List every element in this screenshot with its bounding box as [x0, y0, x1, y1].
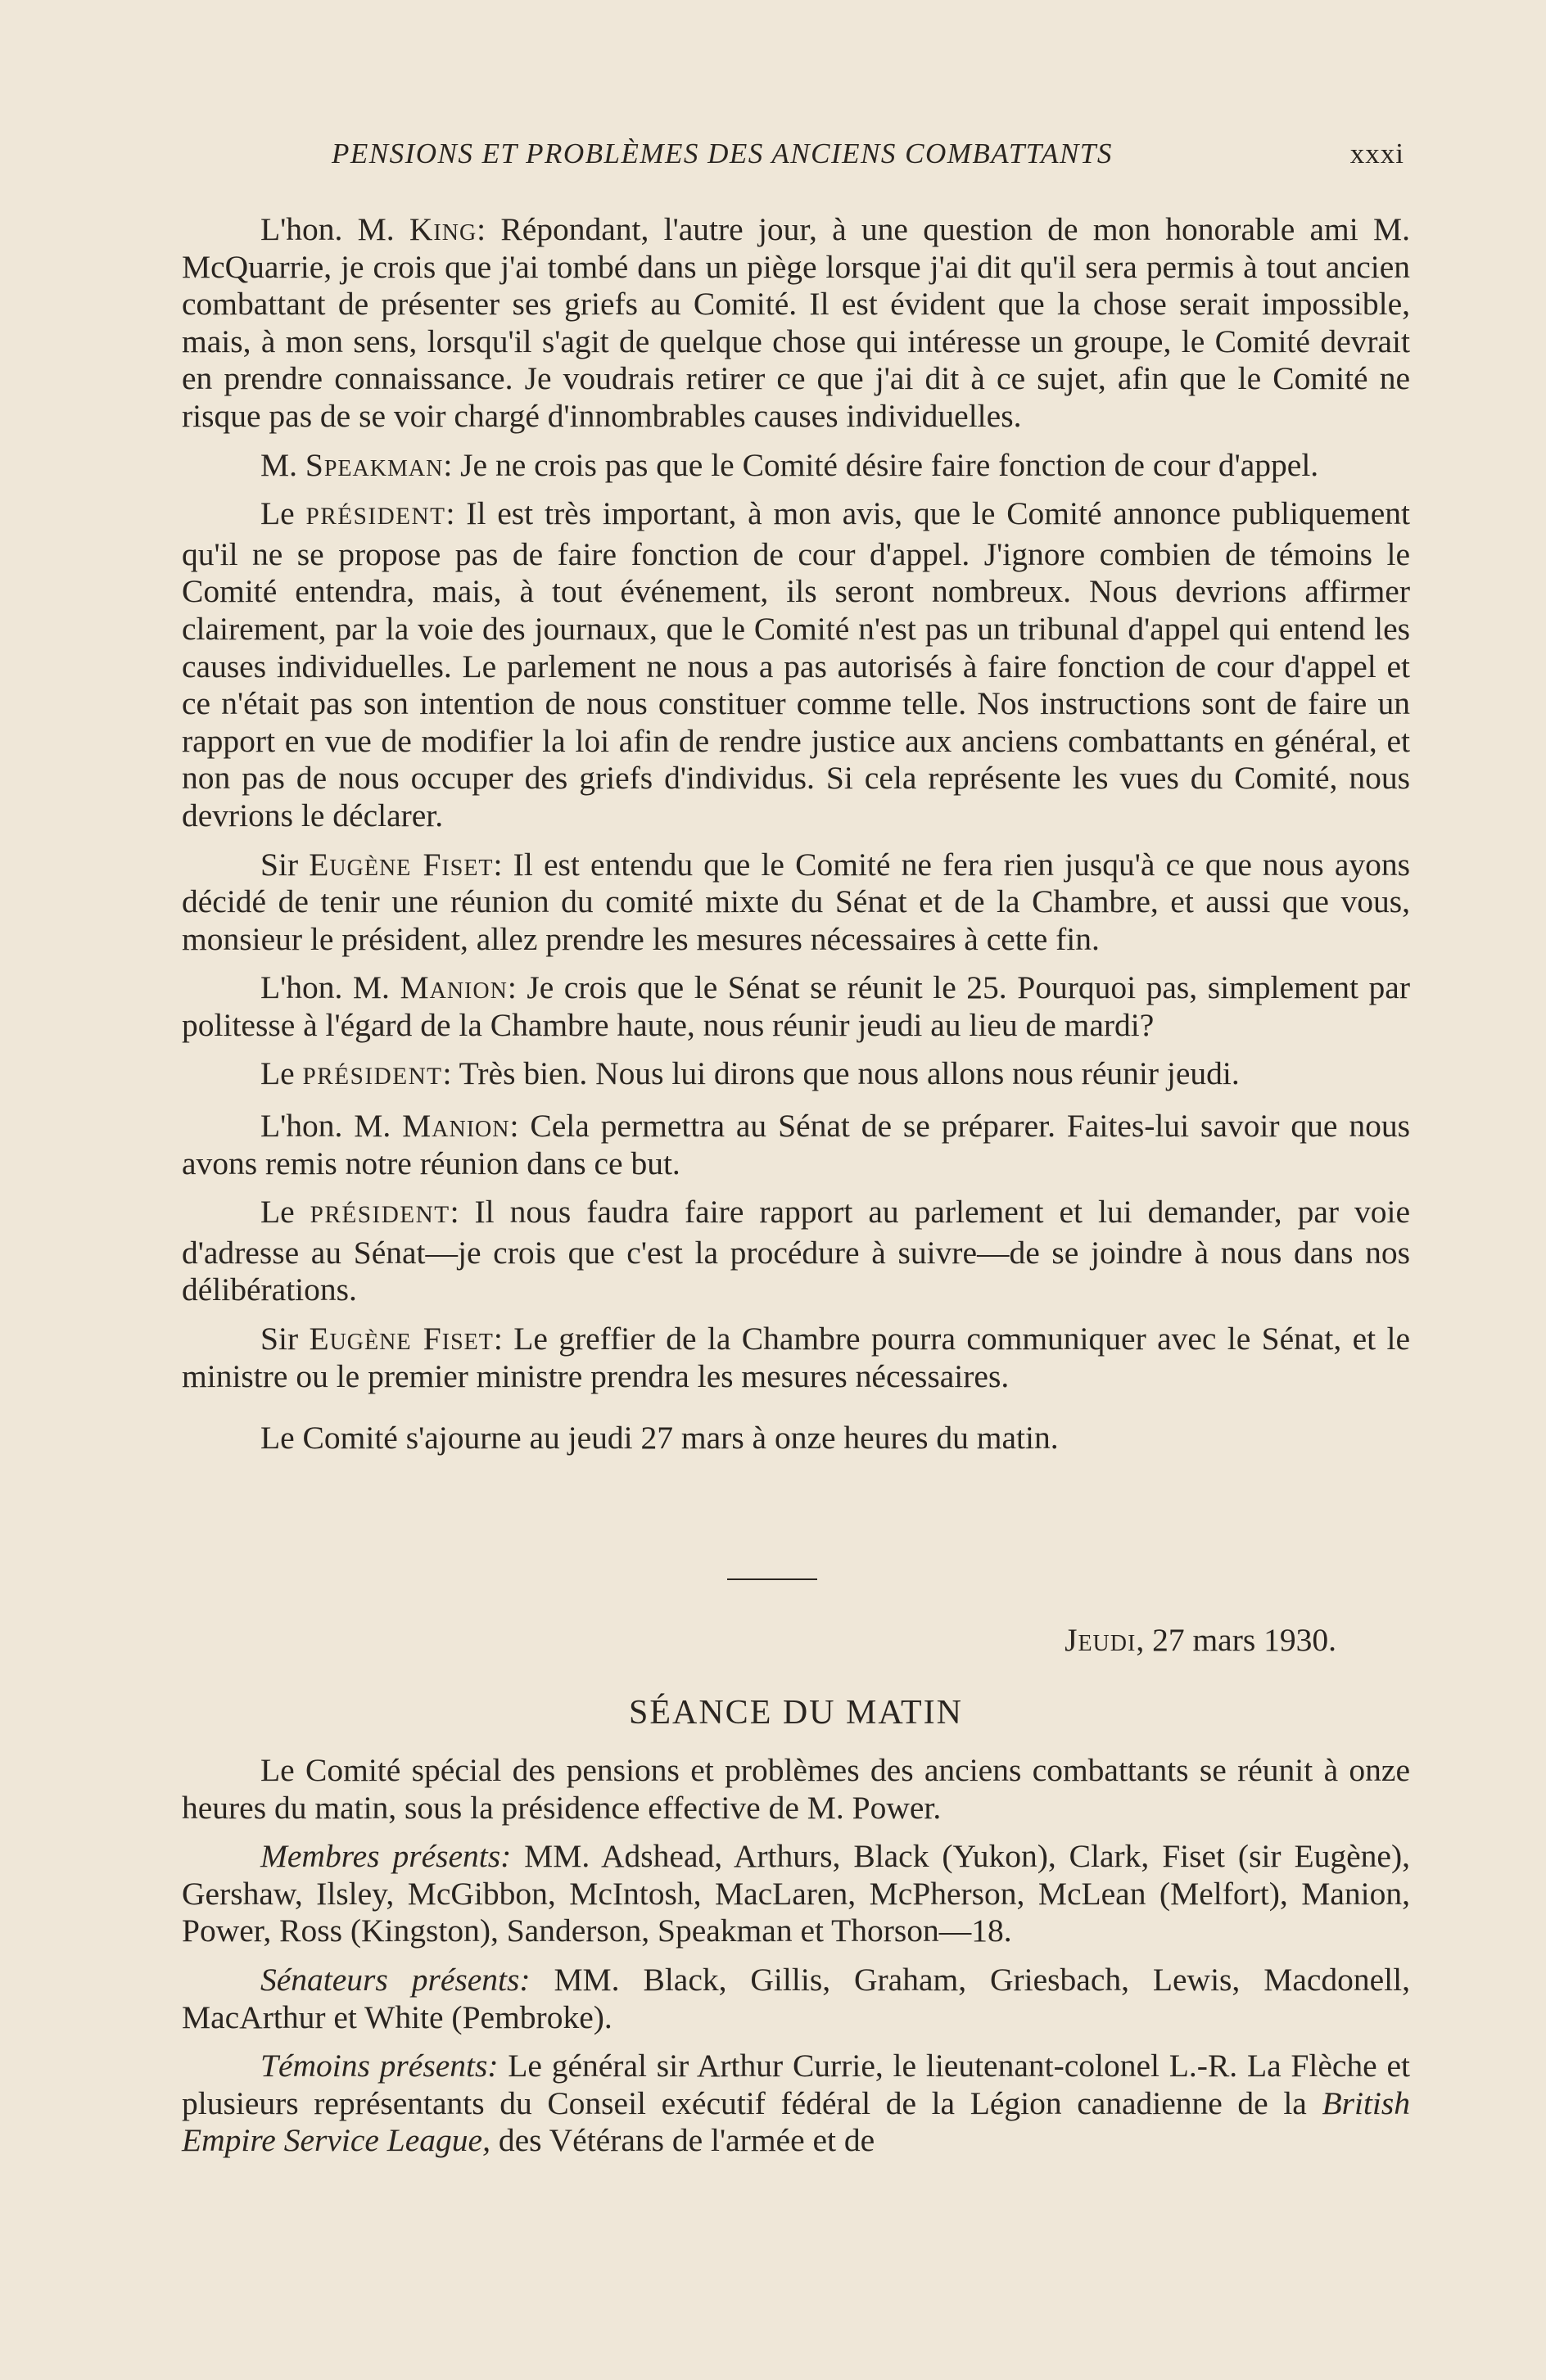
speaker-name: Eugène Fiset: [309, 846, 494, 883]
senators-list: MM. Black, Gillis, Graham, Griesbach, Lewis, Macdonell, MacArthur et White (Pembroke).: [182, 1961, 1411, 2035]
dateline-date: , 27 mars 1930.: [1136, 1622, 1336, 1658]
speaker-prefix: Le: [260, 495, 306, 532]
dateline: [901, 1621, 1336, 1659]
speaker-name: Manion: [402, 1108, 510, 1145]
speaker-prefix: Le: [260, 1194, 310, 1231]
speaker-name: King: [409, 211, 477, 247]
section-title: SÉANCE DU MATIN: [629, 1694, 963, 1732]
paragraph: [182, 969, 1410, 1044]
paragraph: [182, 847, 1410, 959]
speaker-name: Manion: [400, 969, 508, 1006]
paragraph-text: : Je crois que le Sénat se réunit le 25. Pourquoi pas, simplement par politesse à l'égard de la Chambre haute, nous réunir jeudi au lieu de mardi?: [182, 969, 1410, 1043]
speaker-name: Speakman: [305, 446, 444, 483]
speaker-name: Eugène Fiset: [309, 1321, 494, 1357]
running-header: [332, 138, 1404, 170]
speaker-prefix: L'hon. M.: [260, 1108, 403, 1145]
speaker-prefix: M.: [260, 446, 305, 483]
speaker-name: PRÉSIDENT: [310, 1202, 450, 1229]
speaker-prefix: Sir: [260, 1321, 310, 1357]
speaker-name: PRÉSIDENT: [302, 1064, 443, 1091]
paragraph-text: : Il est très important, à mon avis, que le Comité annonce publiquement qu'il ne se propose pas de faire fonction de cour d'appel. J'ignore combien de témoins le Comité entendra, mais, à tout événement, ils seront nombreux. Nous devrions affirmer clairement, par la voie des journaux, que le Comité n'est pas un tribunal d'appel qui entend les causes individuelles. Le parlement ne nous a pas autorisés à faire fonction de cour d'appel et ce n'était pas son intention de nous constituer comme telle. Nos instructions sont de faire un rapport en vue de modifier la loi afin de rendre justice aux anciens combattants en général, et non pas de nous occuper des griefs d'individus. Si cela représente les vues du Comité, nous devrions le déclarer.: [182, 495, 1410, 833]
running-title: PENSIONS ET PROBLÈMES DES ANCIENS COMBATTANTS: [332, 138, 1113, 169]
session-text: [182, 1752, 1410, 2171]
paragraph-text: : Le greffier de la Chambre pourra communiquer avec le Sénat, et le ministre ou le premier ministre prendra les mesures nécessaires.: [182, 1321, 1410, 1394]
witnesses-text-end: des Vétérans de l'armée et de: [490, 2122, 875, 2159]
members-list: MM. Adshead, Arthurs, Black (Yukon), Clark, Fiset (sir Eugène), Gershaw, Ilsley, McGibbon, McIntosh, MacLaren, McPherson, McLean (Melfort), Manion, Power, Ross (Kingston), Sanderson, Speakman et Thorson—18.: [182, 1838, 1410, 1949]
paragraph: [182, 1321, 1410, 1395]
speaker-name: PRÉSIDENT: [305, 504, 446, 531]
paragraph: [182, 1194, 1410, 1309]
dateline-day: Jeudi: [1065, 1622, 1137, 1658]
senators-present: [182, 1962, 1410, 2036]
page-number: xxxi: [1349, 138, 1404, 169]
paragraph: [182, 495, 1410, 834]
paragraph-text: : Il est entendu que le Comité ne fera rien jusqu'à ce que nous ayons décidé de tenir une réunion du comité mixte du Sénat et de la Chambre, et aussi que vous, monsieur le président, allez prendre les mesures nécessaires à cette fin.: [182, 846, 1410, 957]
paragraph: [182, 211, 1410, 436]
proceedings-text: [182, 211, 1410, 1469]
paragraph-text: : Répondant, l'autre jour, à une question de mon honorable ami M. McQuarrie, je crois que j'ai tombé dans un piège lorsque j'ai dit qu'il sera permis à tout ancien combattant de présenter ses griefs au Comité. Il est évident que la chose serait impossible, mais, à mon sens, lorsqu'il s'agit de quelque chose qui intéresse un groupe, le Comité devrait en prendre connaissance. Je voudrais retirer ce que j'ai dit à ce sujet, afin que le Comité ne risque pas de se voir chargé d'innombrables causes individuelles.: [182, 211, 1410, 434]
speaker-prefix: L'hon. M.: [260, 211, 409, 247]
section-divider: [727, 1578, 817, 1580]
witnesses-present: [182, 2048, 1410, 2160]
paragraph: [182, 1108, 1410, 1182]
session-opening: Le Comité spécial des pensions et problèmes des anciens combattants se réunit à onze heures du matin, sous la présidence effective de M. Power.: [182, 1752, 1410, 1826]
paragraph-text: : Il nous faudra faire rapport au parlement et lui demander, par voie d'adresse au Sénat—je crois que c'est la procédure à suivre—de se joindre à nous dans nos délibérations.: [182, 1194, 1410, 1308]
witnesses-italic: British Empire Service League,: [182, 2084, 1410, 2159]
witnesses-text: Le général sir Arthur Currie, le lieutenant-colonel L.-R. La Flèche et plusieurs représentants du Conseil exécutif fédéral de la Légion canadienne de la: [182, 2048, 1411, 2121]
paragraph-text: : Cela permettra au Sénat de se préparer. Faites-lui savoir que nous avons remis notre réunion dans ce but.: [182, 1108, 1410, 1181]
paragraph-text: : Très bien. Nous lui dirons que nous allons nous réunir jeudi.: [442, 1055, 1240, 1092]
witnesses-label: Témoins présents:: [260, 2048, 499, 2084]
paragraph: [182, 1055, 1410, 1096]
speaker-prefix: Le: [260, 1055, 303, 1092]
paragraph-text: : Je ne crois pas que le Comité désire faire fonction de cour d'appel.: [443, 446, 1319, 483]
paragraph: [182, 447, 1410, 485]
members-label: Membres présents:: [260, 1838, 512, 1875]
speaker-prefix: L'hon. M.: [260, 969, 400, 1006]
senators-label: Sénateurs présents:: [260, 1961, 531, 1998]
members-present: [182, 1838, 1410, 1950]
speaker-prefix: Sir: [260, 846, 310, 883]
adjournment-note: Le Comité s'ajourne au jeudi 27 mars à onze heures du matin.: [260, 1420, 1059, 1456]
